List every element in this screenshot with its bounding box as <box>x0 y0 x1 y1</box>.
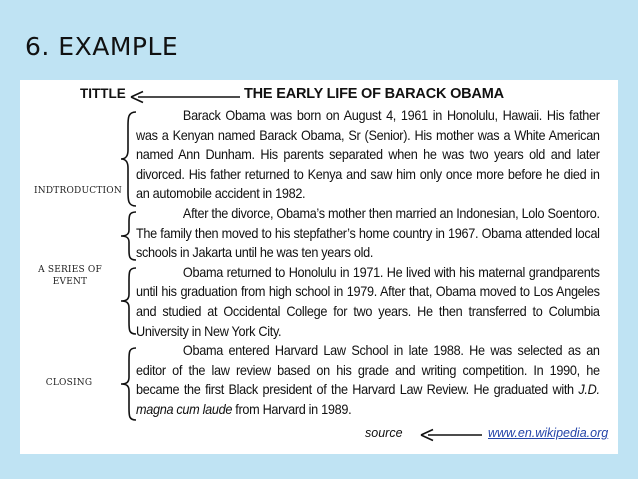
example-panel <box>20 80 618 454</box>
series-label-line2: EVENT <box>52 277 88 287</box>
series-of-event-annotation <box>30 264 110 288</box>
source-arrow-icon <box>420 428 484 442</box>
document-title: THE EARLY LIFE OF BARACK OBAMA <box>244 86 504 102</box>
title-arrow-icon <box>130 90 242 104</box>
tittle-annotation: TITTLE <box>80 86 126 101</box>
paragraph-closing: Obama entered Harvard Law School in late 1988. He was selected as an editor of the law review based on his grade and writing competition. In 1990, he became the first Black president of the Harvard Law Review. He graduated with J.D. magna cum laude from Harvard in 1989. <box>136 343 600 417</box>
source-link[interactable]: www.en.wikipedia.org <box>488 426 609 440</box>
introduction-annotation: INDTRODUCTION <box>34 186 122 196</box>
source-annotation: source <box>365 426 403 440</box>
paragraph-events: Obama returned to Honolulu in 1971. He lived with his maternal grandparents until his graduation from high school in 1979. After that, Obama moved to Los Angeles and studied at Occidental College for two years. He then transferred to Columbia University in New York City. <box>136 264 600 339</box>
closing-annotation: CLOSING <box>45 378 93 388</box>
paragraph-introduction: Barack Obama was born on August 4, 1961 in Honolulu, Hawaii. His father was a Kenyan named Barack Obama, Sr (Senior). His mother was a White American named Ann Dunham. His parents separated when he was two years old and later divorced. His father returned to Kenya and saw him only once more before he died in an automobile accident in 1982. <box>136 108 600 202</box>
document-body <box>136 106 600 420</box>
paragraph-transition: After the divorce, Obama’s mother then married an Indonesian, Lolo Soentoro. The family then moved to his stepfather’s home country in 1967. Obama attended local schools in Jakarta until he was ten years old. <box>136 205 600 261</box>
series-label-line1: A SERIES OF <box>38 265 102 275</box>
slide-title: 6. EXAMPLE <box>25 32 179 61</box>
